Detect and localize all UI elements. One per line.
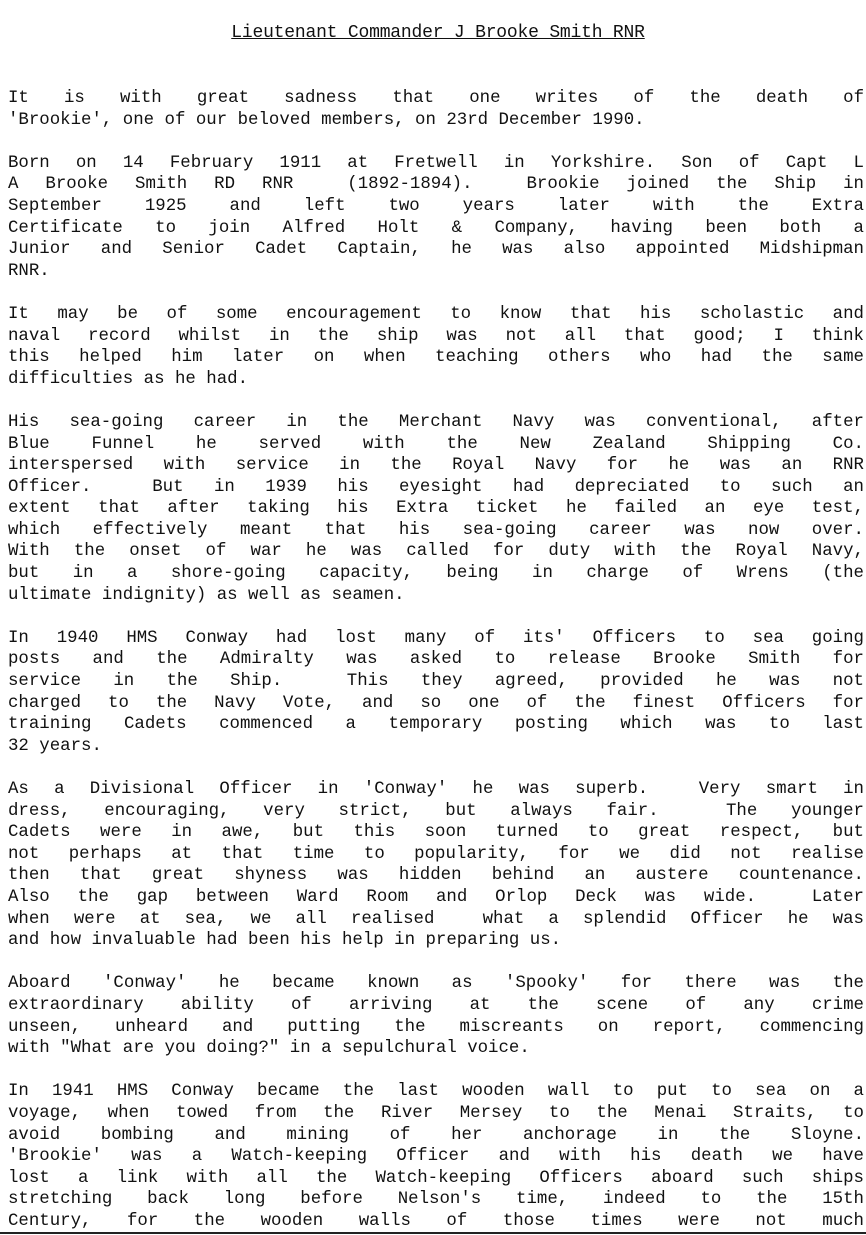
text-line: Century, for the wooden walls of those times were not much bbox=[8, 1211, 864, 1231]
text-line: Aboard 'Conway' he became known as 'Spooky' for there was the bbox=[8, 974, 864, 994]
text-line: difficulties as he had. bbox=[8, 369, 249, 389]
text-line: charged to the Navy Vote, and so one of the finest Officers for bbox=[8, 693, 864, 713]
document-title: Lieutenant Commander J Brooke Smith RNR bbox=[231, 23, 645, 43]
paragraph-career bbox=[8, 412, 864, 606]
text-line: As a Divisional Officer in 'Conway' he was superb. Very smart in bbox=[8, 780, 864, 799]
text-line: 'Brookie' was a Watch-keeping Officer and with his death we have bbox=[8, 1147, 864, 1167]
text-line: then that great shyness was hidden behind an austere countenance. bbox=[8, 866, 864, 886]
page-bottom-rule bbox=[0, 1232, 866, 1234]
paragraph-birth bbox=[8, 153, 864, 283]
text-line: RNR. bbox=[8, 261, 50, 281]
text-line: extent that after taking his Extra ticket he failed an eye test, bbox=[8, 499, 864, 519]
paragraph-scholastic bbox=[8, 304, 864, 390]
text-line: when were at sea, we all realised what a splendid Officer he was bbox=[8, 909, 864, 929]
text-line: posts and the Admiralty was asked to release Brooke Smith for bbox=[8, 650, 864, 670]
text-line: In 1941 HMS Conway became the last wooden wall to put to sea on a bbox=[8, 1082, 864, 1102]
text-line: extraordinary ability of arriving at the scene of any crime bbox=[8, 995, 864, 1015]
text-line: interspersed with service in the Royal Navy for he was an RNR bbox=[8, 456, 864, 476]
text-line: training Cadets commenced a temporary posting which was to last bbox=[8, 715, 864, 735]
paragraph-opening bbox=[8, 88, 864, 131]
text-line: It may be of some encouragement to know that his scholastic and bbox=[8, 304, 864, 324]
text-line: unseen, unheard and putting the miscreants on report, commencing bbox=[8, 1017, 864, 1037]
text-line: lost a link with all the Watch-keeping Officers aboard such ships bbox=[8, 1168, 864, 1188]
paragraph-conway-posting bbox=[8, 628, 864, 758]
text-line: Born on 14 February 1911 at Fretwell in Yorkshire. Son of Capt L bbox=[8, 153, 864, 173]
text-line: service in the Ship. This they agreed, provided he was not bbox=[8, 672, 864, 692]
text-line: Junior and Senior Cadet Captain, he was also appointed Midshipman bbox=[8, 240, 864, 260]
text-line: stretching back long before Nelson's time, indeed to the 15th bbox=[8, 1190, 864, 1210]
text-line: Also the gap between Ward Room and Orlop Deck was wide. Later bbox=[8, 887, 864, 907]
text-line: 'Brookie', one of our beloved members, on 23rd December 1990. bbox=[8, 110, 645, 130]
text-line: With the onset of war he was called for duty with the Royal Navy, bbox=[8, 542, 864, 562]
paragraph-spooky bbox=[8, 973, 864, 1059]
paragraph-wooden-wall bbox=[8, 1081, 864, 1232]
text-line: It is with great sadness that one writes of the death of bbox=[8, 89, 864, 108]
text-line: with "What are you doing?" in a sepulchural voice. bbox=[8, 1039, 530, 1059]
text-line: Officer. But in 1939 his eyesight had depreciated to such an bbox=[8, 477, 864, 497]
text-line: this helped him later on when teaching others who had the same bbox=[8, 348, 864, 368]
text-line: and how invaluable had been his help in preparing us. bbox=[8, 931, 562, 951]
text-line: Certificate to join Alfred Holt & Company, having been both a bbox=[8, 218, 864, 238]
text-line: not perhaps at that time to popularity, for we did not realise bbox=[8, 844, 864, 864]
text-line: In 1940 HMS Conway had lost many of its' Officers to sea going bbox=[8, 628, 864, 648]
text-line: voyage, when towed from the River Mersey to the Menai Straits, to bbox=[8, 1103, 864, 1123]
text-line: which effectively meant that his sea-going career was now over. bbox=[8, 520, 864, 540]
text-line: Blue Funnel he served with the New Zealand Shipping Co. bbox=[8, 434, 864, 454]
document-body bbox=[8, 88, 864, 1235]
paragraph-divisional-officer bbox=[8, 779, 864, 952]
text-line: His sea-going career in the Merchant Navy was conventional, after bbox=[8, 412, 864, 432]
text-line: avoid bombing and mining of her anchorage in the Sloyne. bbox=[8, 1125, 864, 1145]
text-line: September 1925 and left two years later with the Extra bbox=[8, 196, 864, 216]
text-line: Cadets were in awe, but this soon turned to great respect, but bbox=[8, 823, 864, 843]
text-line: A Brooke Smith RD RNR (1892-1894). Brookie joined the Ship in bbox=[8, 175, 864, 195]
text-line: dress, encouraging, very strict, but always fair. The younger bbox=[8, 801, 864, 821]
text-line: naval record whilst in the ship was not all that good; I think bbox=[8, 326, 864, 346]
text-line: ultimate indignity) as well as seamen. bbox=[8, 585, 405, 605]
text-line: 32 years. bbox=[8, 736, 102, 756]
text-line: but in a shore-going capacity, being in charge of Wrens (the bbox=[8, 564, 864, 584]
